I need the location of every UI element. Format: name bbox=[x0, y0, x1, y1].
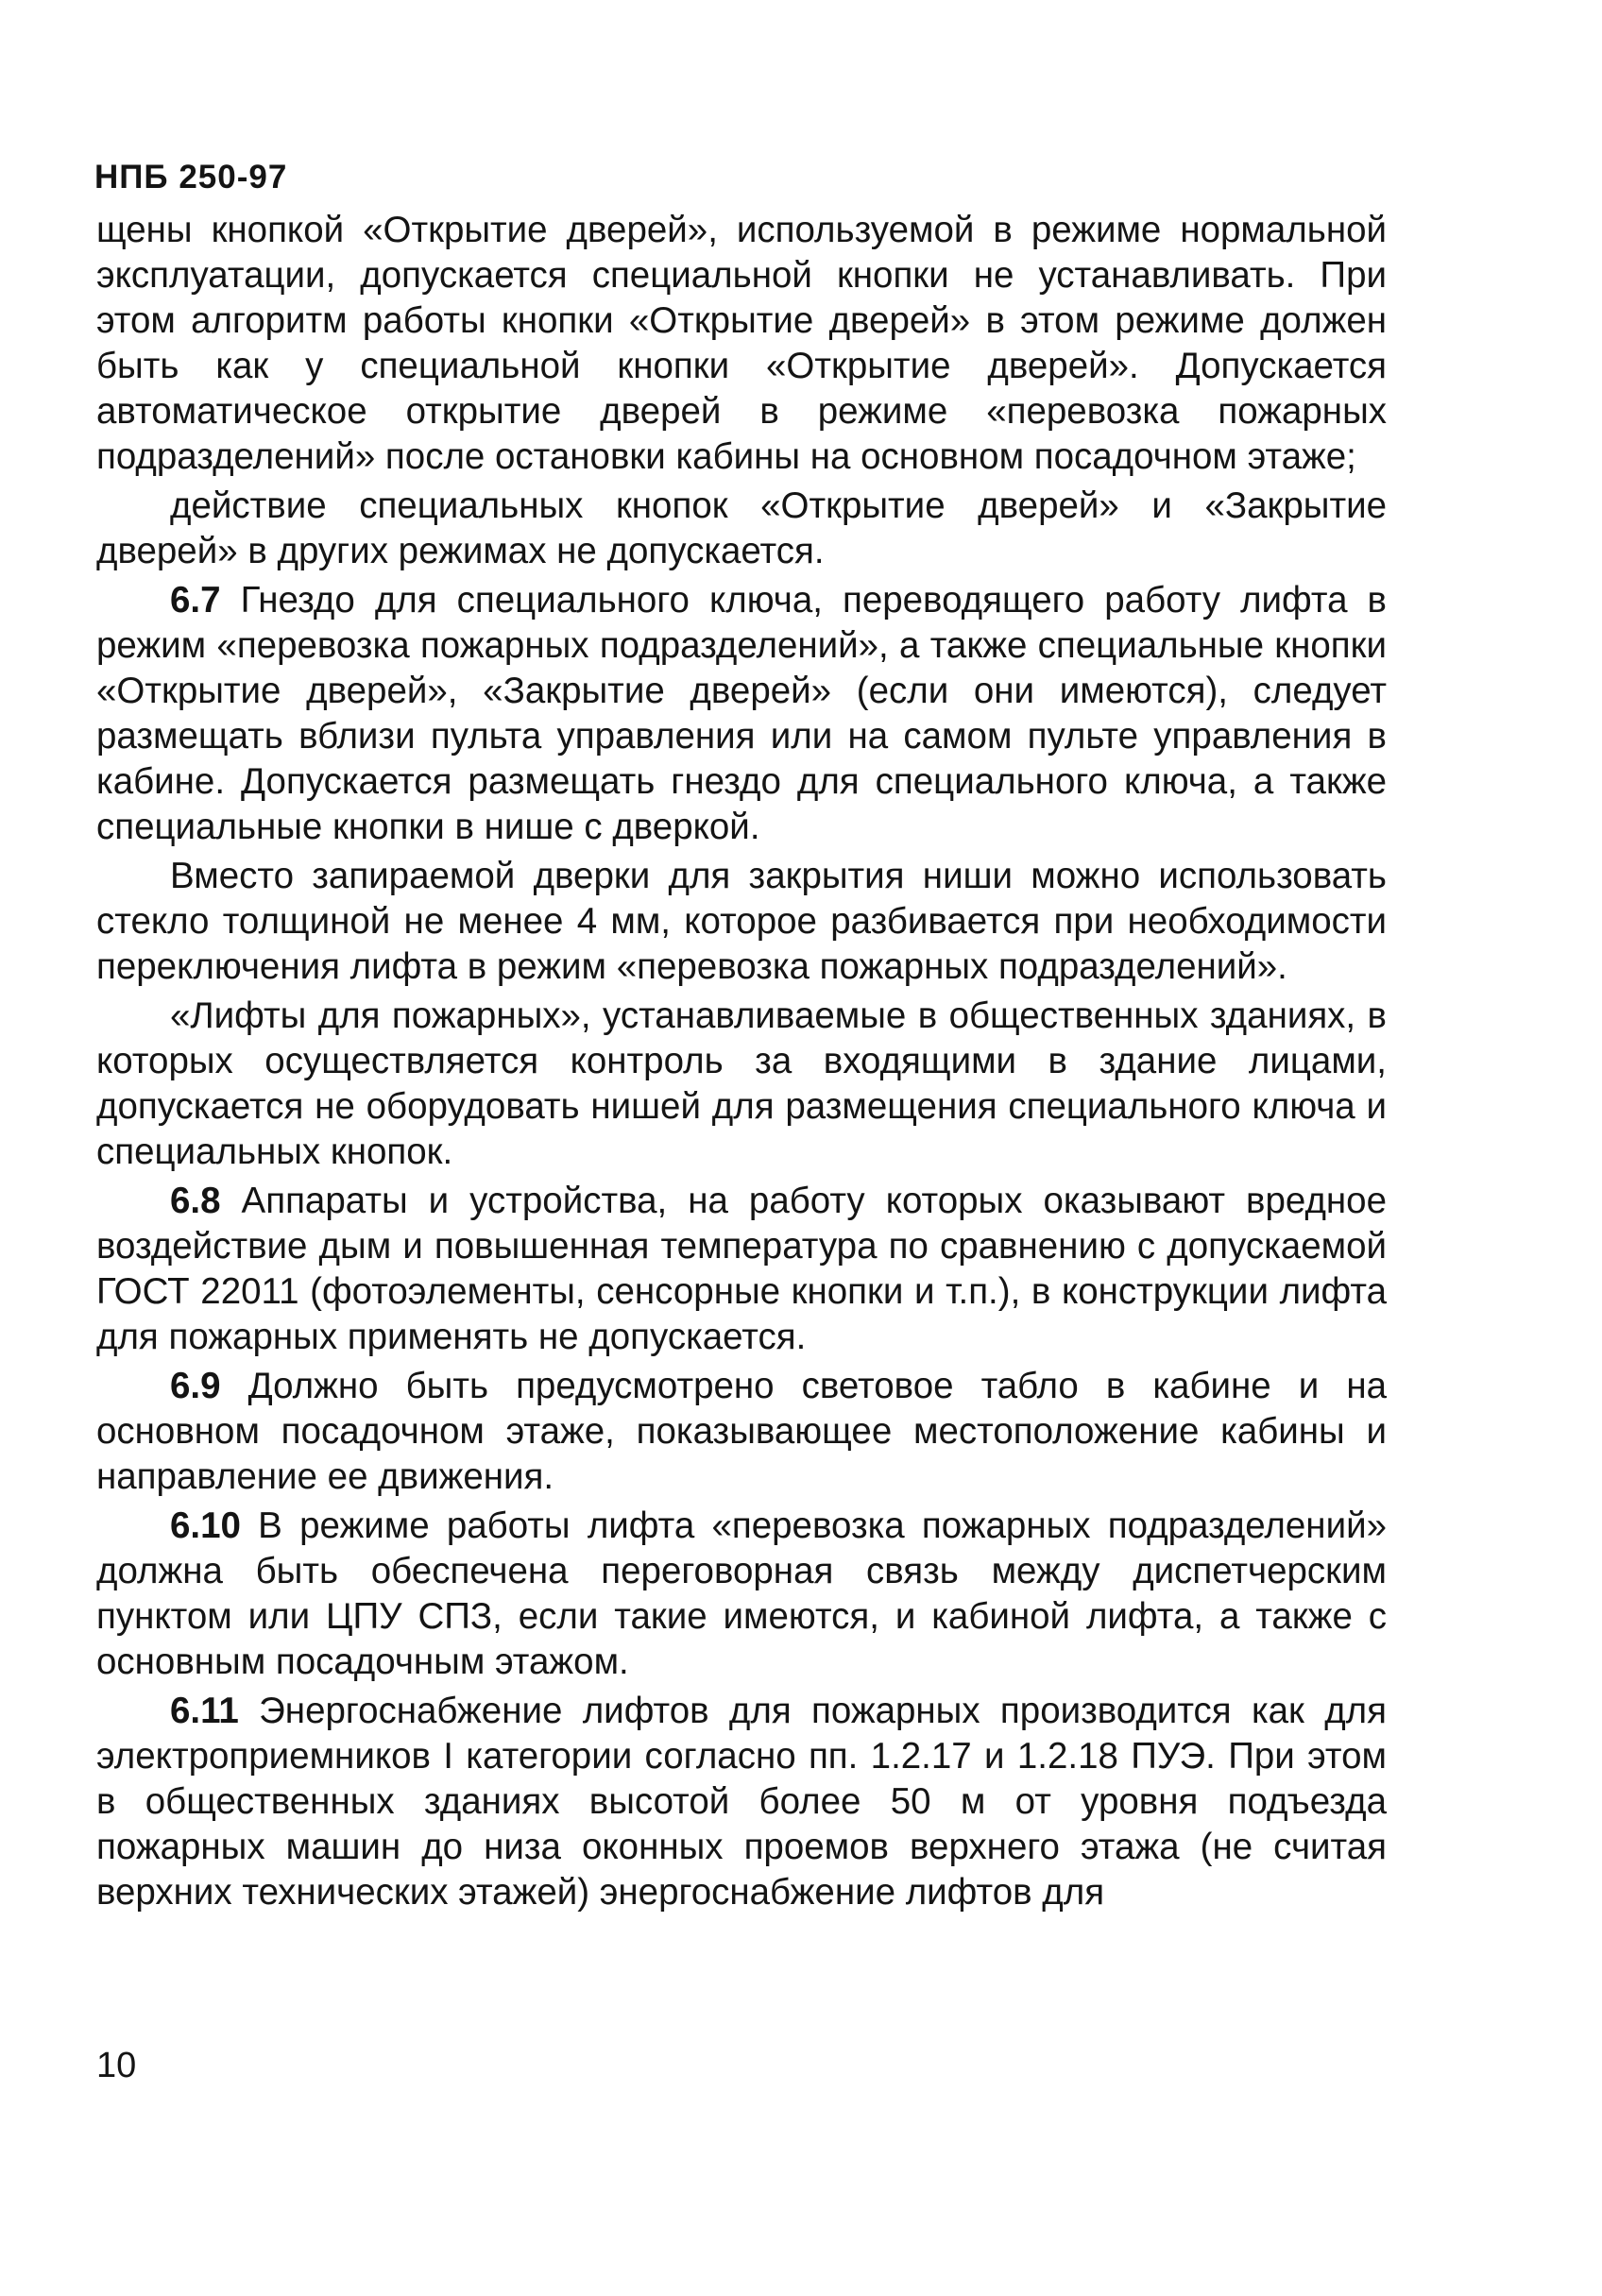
paragraph bbox=[96, 854, 1387, 990]
clause-6-10 bbox=[96, 1504, 1387, 1685]
paragraph bbox=[96, 484, 1387, 574]
paragraph-text: Энергоснабжение лифтов для пожарных производится как для электроприемников I категории согласно пп. 1.2.17 и 1.2.18 ПУЭ. При этом в общественных зданиях высотой более 50 м от уровня подъезда пожарных машин до низа оконных проемов верхнего этажа (не считая верхних технических этажей) энергоснабжение лифтов для bbox=[96, 1691, 1387, 1913]
paragraph-text: Должно быть предусмотрено световое табло в кабине и на основном посадочном этаже, показывающее местоположение кабины и направление ее движения. bbox=[96, 1366, 1387, 1497]
clause-6-9 bbox=[96, 1364, 1387, 1500]
document-code-header: НПБ 250-97 bbox=[94, 159, 288, 196]
paragraph-text: В режиме работы лифта «перевозка пожарных подразделений» должна быть обеспечена переговорная связь между диспетчерским пунктом или ЦПУ СПЗ, если такие имеются, и кабиной лифта, а также с основным посадочным этажом. bbox=[96, 1505, 1387, 1682]
paragraph-text: Аппараты и устройства, на работу которых оказывают вредное воздействие дым и повышенная температура по сравнению с допускаемой ГОСТ 22011 (фотоэлементы, сенсорные кнопки и т.п.), в конструкции лифта для пожарных применять не допускается. bbox=[96, 1181, 1387, 1357]
paragraph bbox=[96, 994, 1387, 1175]
clause-number: 6.7 bbox=[170, 580, 221, 621]
clause-number: 6.10 bbox=[170, 1505, 241, 1546]
paragraph-text: Гнездо для специального ключа, переводящего работу лифта в режим «перевозка пожарных подразделений», а также специальные кнопки «Открытие дверей», «Закрытие дверей» (если они имеются), следует размещать вблизи пульта управления или на самом пульте управления в кабине. Допускается размещать гнездо для специального ключа, а также специальные кнопки в нише с дверкой. bbox=[96, 580, 1387, 847]
paragraph-text: действие специальных кнопок «Открытие дверей» и «Закрытие дверей» в других режимах не допускается. bbox=[96, 485, 1387, 571]
page-number: 10 bbox=[96, 2046, 137, 2085]
clause-number: 6.11 bbox=[170, 1691, 239, 1731]
clause-number: 6.8 bbox=[170, 1181, 221, 1221]
body-text bbox=[96, 208, 1387, 1919]
clause-6-8 bbox=[96, 1179, 1387, 1360]
paragraph-text: щены кнопкой «Открытие дверей», используемой в режиме нормальной эксплуатации, допускается специальной кнопки не устанавливать. При этом алгоритм работы кнопки «Открытие дверей» в этом режиме должен быть как у специальной кнопки «Открытие дверей». Допускается автоматическое открытие дверей в режиме «перевозка пожарных подразделений» после остановки кабины на основном посадочном этаже; bbox=[96, 210, 1387, 477]
paragraph bbox=[96, 208, 1387, 480]
paragraph-text: Вместо запираемой дверки для закрытия ниши можно использовать стекло толщиной не менее 4 мм, которое разбивается при необходимости переключения лифта в режим «перевозка пожарных подразделений». bbox=[96, 856, 1387, 987]
clause-number: 6.9 bbox=[170, 1366, 221, 1406]
clause-6-11 bbox=[96, 1689, 1387, 1915]
paragraph-text: «Лифты для пожарных», устанавливаемые в общественных зданиях, в которых осуществляется контроль за входящими в здание лицами, допускается не оборудовать нишей для размещения специального ключа и специальных кнопок. bbox=[96, 995, 1387, 1172]
clause-6-7 bbox=[96, 578, 1387, 850]
